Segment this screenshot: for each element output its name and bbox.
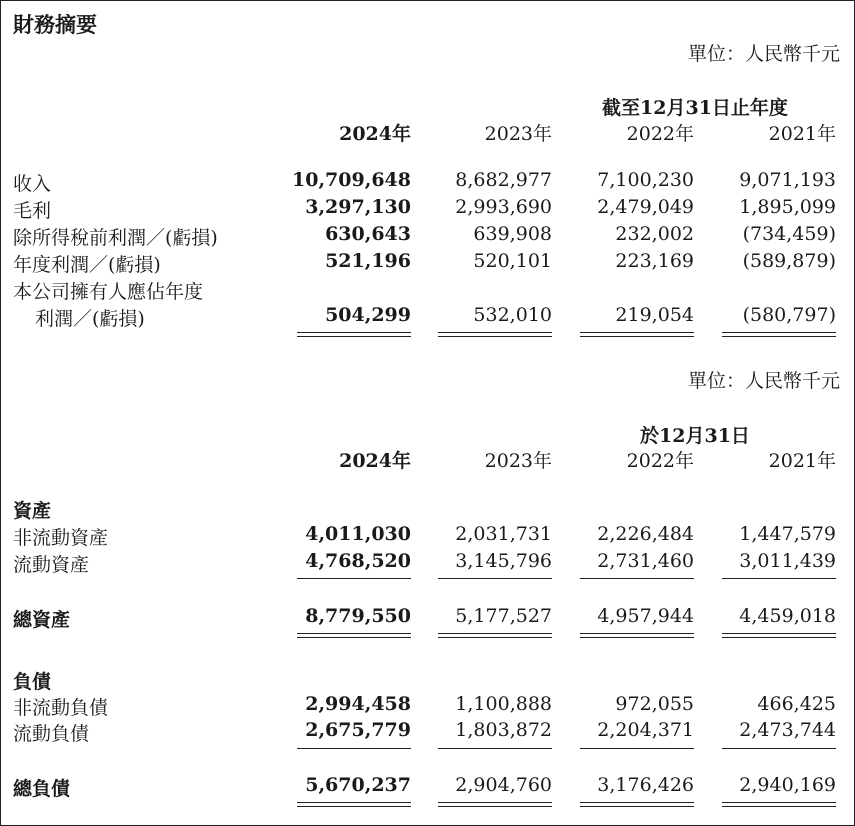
double-rule	[722, 633, 836, 638]
current-liabilities-2023: 1,803,872	[455, 719, 552, 741]
single-rule	[438, 748, 552, 749]
current-assets-2021: 3,011,439	[739, 550, 836, 572]
non-current-liabilities-2021: 466,425	[757, 693, 836, 715]
double-rule	[580, 802, 694, 807]
single-rule	[580, 578, 694, 579]
double-rule	[297, 802, 411, 807]
gross-profit-2022: 2,479,049	[597, 196, 694, 218]
double-rule	[438, 332, 552, 337]
balance-year-2021: 2021年	[768, 450, 836, 472]
total-assets-2024: 8,779,550	[305, 605, 411, 627]
non-current-liabilities-2023: 1,100,888	[455, 693, 552, 715]
total-assets-2023: 5,177,527	[455, 605, 552, 627]
double-rule	[580, 332, 694, 337]
balance-year-2024: 2024年	[339, 450, 411, 472]
current-liabilities-2021: 2,473,744	[739, 719, 836, 741]
profit-for-year-2022: 223,169	[615, 250, 694, 272]
non-current-liabilities-2022: 972,055	[615, 693, 694, 715]
current-liabilities-2022: 2,204,371	[597, 719, 694, 741]
income-year-2024: 2024年	[339, 123, 411, 145]
profit-attributable-2023: 532,010	[473, 304, 552, 326]
single-rule	[722, 578, 836, 579]
current-assets-2022: 2,731,460	[597, 550, 694, 572]
row-label-total-liabilities: 總負債	[13, 778, 71, 800]
double-rule	[438, 633, 552, 638]
balance-period-heading: 於12月31日	[640, 425, 750, 447]
row-label-gross-profit: 毛利	[13, 200, 52, 222]
row-label-non-current-liabilities: 非流動負債	[13, 697, 109, 719]
double-rule	[297, 633, 411, 638]
profit-for-year-2021: (589,879)	[742, 250, 836, 272]
double-rule	[722, 332, 836, 337]
assets-heading: 資產	[13, 500, 52, 522]
profit-before-tax-2024: 630,643	[325, 223, 411, 245]
income-period-heading: 截至12月31日止年度	[602, 97, 788, 119]
gross-profit-2024: 3,297,130	[305, 196, 411, 218]
profit-attributable-2024: 504,299	[325, 304, 411, 326]
current-liabilities-2024: 2,675,779	[305, 719, 411, 741]
profit-attributable-2022: 219,054	[615, 304, 694, 326]
total-assets-2022: 4,957,944	[597, 605, 694, 627]
non-current-assets-2023: 2,031,731	[455, 523, 552, 545]
double-rule	[580, 633, 694, 638]
single-rule	[722, 748, 836, 749]
non-current-liabilities-2024: 2,994,458	[305, 693, 411, 715]
row-label-non-current-assets: 非流動資產	[13, 527, 109, 549]
double-rule	[438, 802, 552, 807]
balance-year-2023: 2023年	[484, 450, 552, 472]
row-label-profit-before-tax: 除所得稅前利潤／(虧損)	[13, 227, 218, 249]
income-year-2021: 2021年	[768, 123, 836, 145]
non-current-assets-2024: 4,011,030	[305, 523, 411, 545]
liabilities-heading: 負債	[13, 671, 52, 693]
row-label-current-liabilities: 流動負債	[13, 723, 90, 745]
total-liabilities-2024: 5,670,237	[305, 774, 411, 796]
row-label-profit-attributable-cont: 利潤／(虧損)	[35, 308, 145, 330]
profit-before-tax-2022: 232,002	[615, 223, 694, 245]
profit-for-year-2024: 521,196	[325, 250, 411, 272]
total-liabilities-2022: 3,176,426	[597, 774, 694, 796]
gross-profit-2023: 2,993,690	[455, 196, 552, 218]
row-label-revenue: 收入	[13, 173, 52, 195]
single-rule	[297, 748, 411, 749]
page-title: 財務摘要	[13, 12, 97, 37]
profit-before-tax-2021: (734,459)	[742, 223, 836, 245]
double-rule	[722, 802, 836, 807]
balance-year-2022: 2022年	[626, 450, 694, 472]
double-rule	[297, 332, 411, 337]
non-current-assets-2022: 2,226,484	[597, 523, 694, 545]
profit-attributable-2021: (580,797)	[742, 304, 836, 326]
single-rule	[580, 748, 694, 749]
revenue-2024: 10,709,648	[292, 169, 411, 191]
income-year-2022: 2022年	[626, 123, 694, 145]
current-assets-2024: 4,768,520	[305, 550, 411, 572]
profit-for-year-2023: 520,101	[473, 250, 552, 272]
non-current-assets-2021: 1,447,579	[739, 523, 836, 545]
gross-profit-2021: 1,895,099	[739, 196, 836, 218]
total-assets-2021: 4,459,018	[739, 605, 836, 627]
single-rule	[297, 578, 411, 579]
revenue-2021: 9,071,193	[739, 169, 836, 191]
unit-note-balance: 單位：人民幣千元	[687, 370, 840, 392]
row-label-current-assets: 流動資產	[13, 554, 90, 576]
row-label-profit-attributable: 本公司擁有人應佔年度	[13, 281, 204, 303]
total-liabilities-2023: 2,904,760	[455, 774, 552, 796]
total-liabilities-2021: 2,940,169	[739, 774, 836, 796]
unit-note-income: 單位：人民幣千元	[687, 43, 840, 65]
profit-before-tax-2023: 639,908	[473, 223, 552, 245]
income-year-2023: 2023年	[484, 123, 552, 145]
row-label-profit-for-year: 年度利潤／(虧損)	[13, 254, 161, 276]
revenue-2023: 8,682,977	[455, 169, 552, 191]
current-assets-2023: 3,145,796	[455, 550, 552, 572]
single-rule	[438, 578, 552, 579]
row-label-total-assets: 總資產	[13, 609, 71, 631]
revenue-2022: 7,100,230	[597, 169, 694, 191]
